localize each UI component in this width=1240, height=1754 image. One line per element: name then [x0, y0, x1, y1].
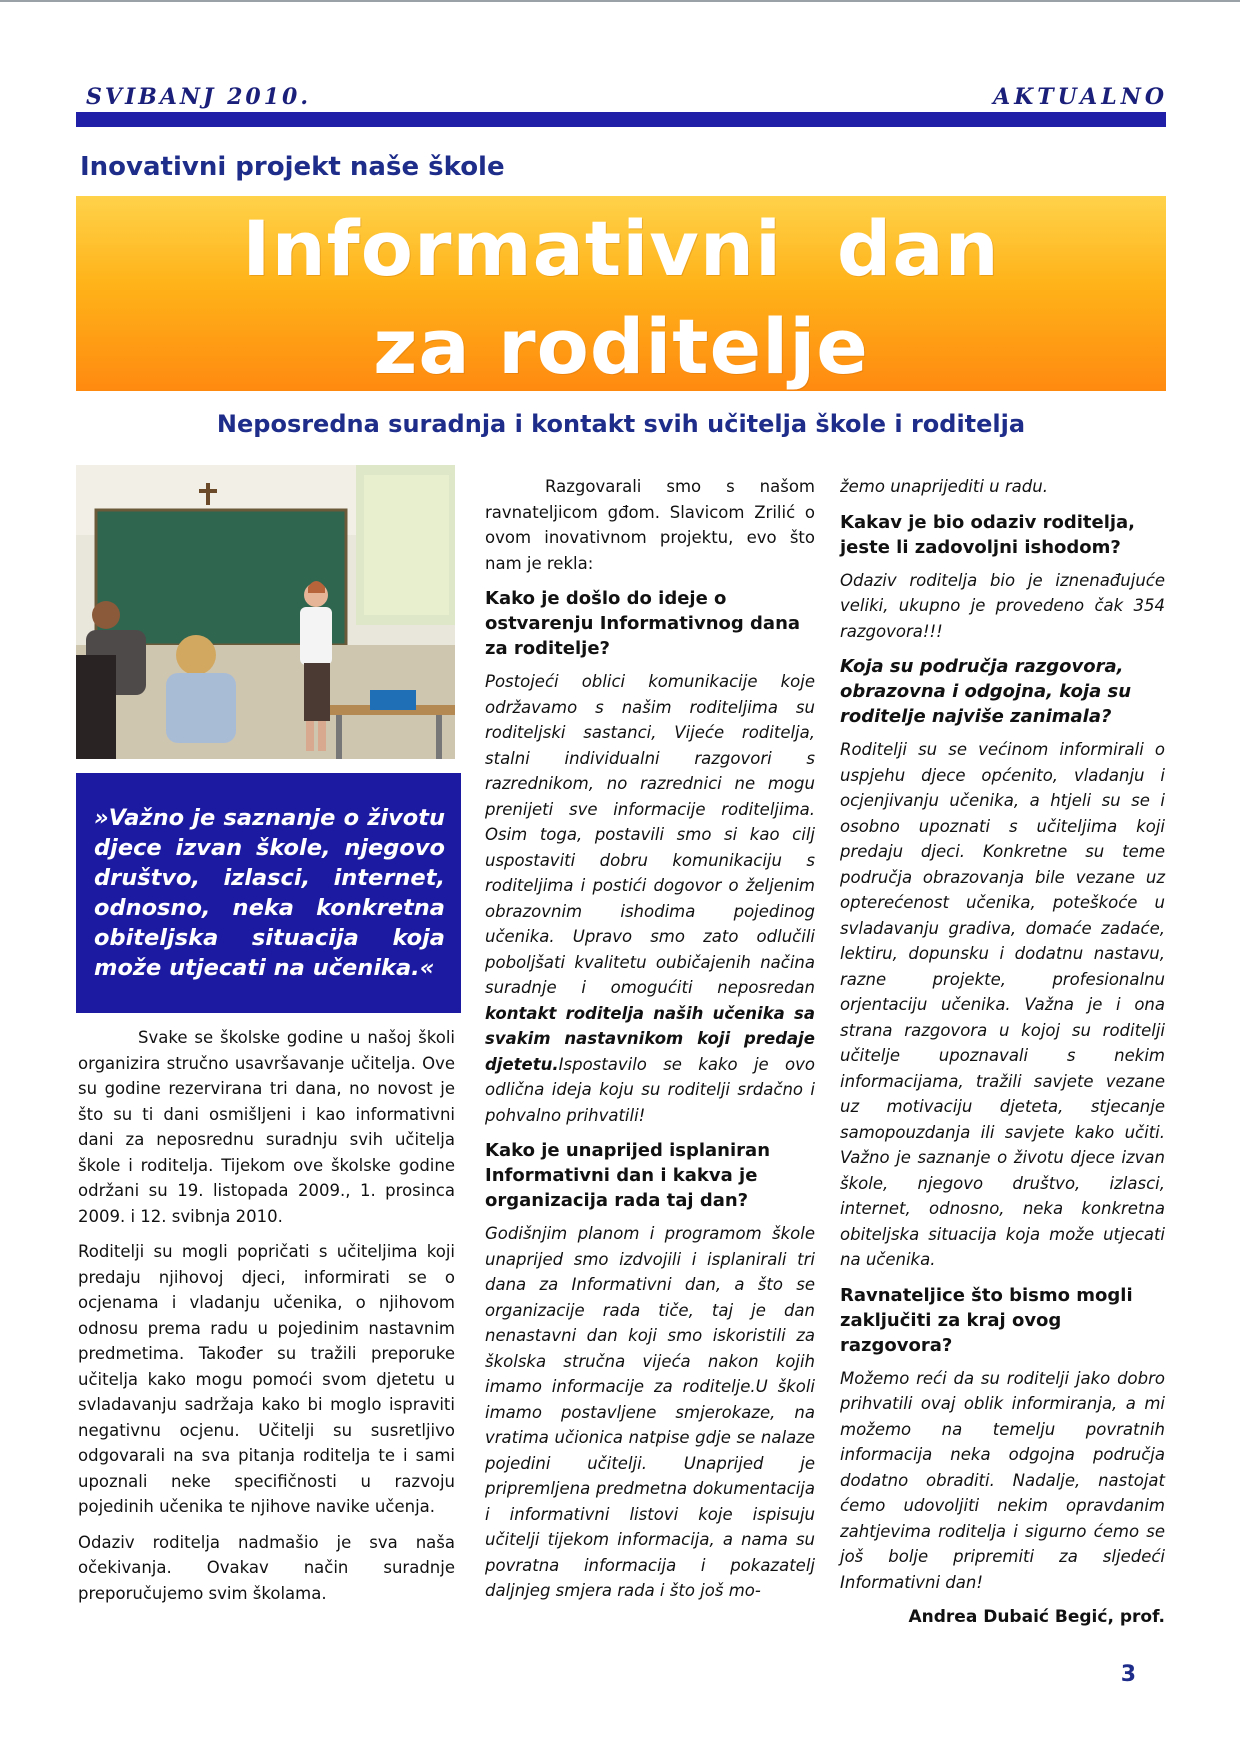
article-title-line-2: za roditelje	[373, 302, 869, 391]
header-bar	[76, 112, 1166, 127]
interview-intro: Razgovarali smo s našom ravnateljicom gđom. Slavicom Zrilić o ovom inovativnom projektu, evo što nam je rekla:	[485, 477, 815, 573]
column-2	[485, 474, 815, 1614]
column-3	[840, 474, 1165, 1641]
classroom-photo	[76, 465, 455, 759]
question-1: Kako je došlo do ideje o ostvarenju Informativnog dana za roditelje?	[485, 588, 801, 659]
answer-1-start: Postojeći oblici komunikacije koje održavamo s našim roditeljima su roditeljski sastanci, Vijeće roditelja, stalni individualni razgovori s razrednikom, no razrednici ne mogu prenijeti sve informacije roditeljima. Osim toga, postavili smo si kao cilj uspostaviti dobru komunikaciju s roditeljima i postići dogovor o željenim obrazovnim ishodima pojedinog učenika. Upravo smo zato odlučili poboljšati kvalitetu oubičajenih načina suradnje i omogućiti neposredan	[485, 672, 815, 997]
answer-2: Godišnjim planom i programom škole unaprijed smo izdvojili i isplanirali tri dana za Informativni dan, a što se organizacije rada tiče, taj je dan nenastavni dan koji smo iskoristili za školska stručna vijeća nakon kojih imamo informacije za roditelje.U školi imamo postavljene smjerokaze, na vratima učionica natpise gdje se nalaze pojedini učitelji. Unaprijed je pripremljena predmetna dokumentacija i informativni listovi koje ispisuju učitelji tijekom informacija, a nama su povratna informacija i pokazatelj daljnjeg smjera rada i što još mo-	[485, 1224, 815, 1600]
question-4: Koja su područja razgovora, obrazovna i odgojna, koja su roditelje najviše zanimala?	[840, 656, 1132, 727]
answer-2-continued: žemo unaprijediti u radu.	[840, 477, 1048, 496]
column-1	[78, 1025, 455, 1616]
issue-date: SVIBANJ 2010.	[86, 84, 311, 110]
top-border	[0, 0, 1240, 2]
answer-4: Roditelji su se većinom informirali o uspjehu djece općenito, vladanju i ocjenjivanju učenika, a htjeli su se i osobno upoznati s učiteljima koji predaju djeci. Konkretne su teme područja obrazovanja bile vezane uz opterećenost učenika, poteškoće u svladavanju gradiva, domaće zadaće, lektiru, dopunsku i dodatnu nastavu, razne projekte, profesionalnu orjentaciju učenika. Važna je i ona strana razgovora u kojoj su roditelji učitelje upoznavali s nekim informacijama, tražili savjete vezane uz motivaciju djeteta, stjecanje samopouzdanja ili savjete kako učiti. Važno je saznanje o životu djece izvan škole, njegovo društvo, izlasci, internet, odnosno, neka konkretna obiteljska situacija koja može utjecati na učenika.	[840, 740, 1165, 1269]
author-byline: Andrea Dubaić Begić, prof.	[908, 1607, 1165, 1627]
answer-5: Možemo reći da su roditelji jako dobro prihvatili ovaj oblik informiranja, a mi možemo na temelju povratnih informacija neka odgojna područja dodatno obraditi. Nadalje, nastojat ćemo udovoljiti nekim opravdanim zahtjevima roditelja i sigurno ćemo se još bolje pripremiti za sljedeći Informativni dan!	[840, 1368, 1165, 1592]
answer-3: Odaziv roditelja bio je iznenađujuće veliki, ukupno je provedeno čak 354 razgovora!!!	[840, 570, 1165, 641]
paragraph-response: Odaziv roditelja nadmašio je sva naša očekivanja. Ovakav način suradnje preporučujemo svim školama.	[78, 1532, 455, 1603]
question-5: Ravnateljice što bismo mogli zaključiti za kraj ovog razgovora?	[840, 1284, 1133, 1356]
answer-1	[485, 669, 815, 1128]
answer-1-bold: kontakt roditelja naših učenika sa svakim nastavnikom koji predaje djetetu.	[485, 1003, 815, 1074]
article-kicker: Inovativni projekt naše škole	[80, 152, 505, 182]
page-number: 3	[1120, 1662, 1136, 1687]
question-2: Kako je unaprijed isplaniran Informativni dan i kakva je organizacija rada taj dan?	[485, 1140, 771, 1211]
paragraph-intro: Svake se školske godine u našoj školi organizira stručno usavršavanje učitelja. Ove su godine rezervirana tri dana, no novost je što su ti dani osmišljeni i kao informativni dani za neposrednu suradnju svih učitelja škole i roditelja. Tijekom ove školske godine održani su 19. listopada 2009., 1. prosinca 2009. i 12. svibnja 2010.	[78, 1028, 455, 1226]
article-title-line-1: Informativni dan	[242, 204, 1000, 293]
article-subtitle: Neposredna suradnja i kontakt svih učitelja škole i roditelja	[216, 410, 1026, 438]
paragraph-parents: Roditelji su mogli popričati s učiteljima koji predaju njihovoj djeci, informirati se o ocjenama i vladanju učenika, o njihovom odnosu prema radu u pojedinim nastavnim predmetima. Također su tražili preporuke učitelja kako mogu pomoći svom djetetu u svladavanju sadržaja kako bi moglo ispraviti negativnu ocjenu. Učitelji su susretljivo odgovarali na sva pitanja roditelja te i sami upoznali neke specifičnosti u razvoju pojedinih učenika te njihove navike učenja.	[78, 1242, 455, 1516]
section-label: AKTUALNO	[993, 84, 1168, 110]
answer-1-end: Ispostavilo se kako je ovo odlična ideja koju su roditelji srdačno i pohvalno prihvatili!	[485, 1054, 815, 1125]
question-3: Kakav je bio odaziv roditelja, jeste li zadovoljni ishodom?	[840, 511, 1136, 558]
title-banner	[76, 196, 1166, 391]
pull-quote: »Važno je saznanje o životu djece izvan škole, njegovo društvo, izlasci, internet, odnosno, neka konkretna obiteljska situacija koja može utjecati na učenika.«	[76, 773, 461, 1013]
